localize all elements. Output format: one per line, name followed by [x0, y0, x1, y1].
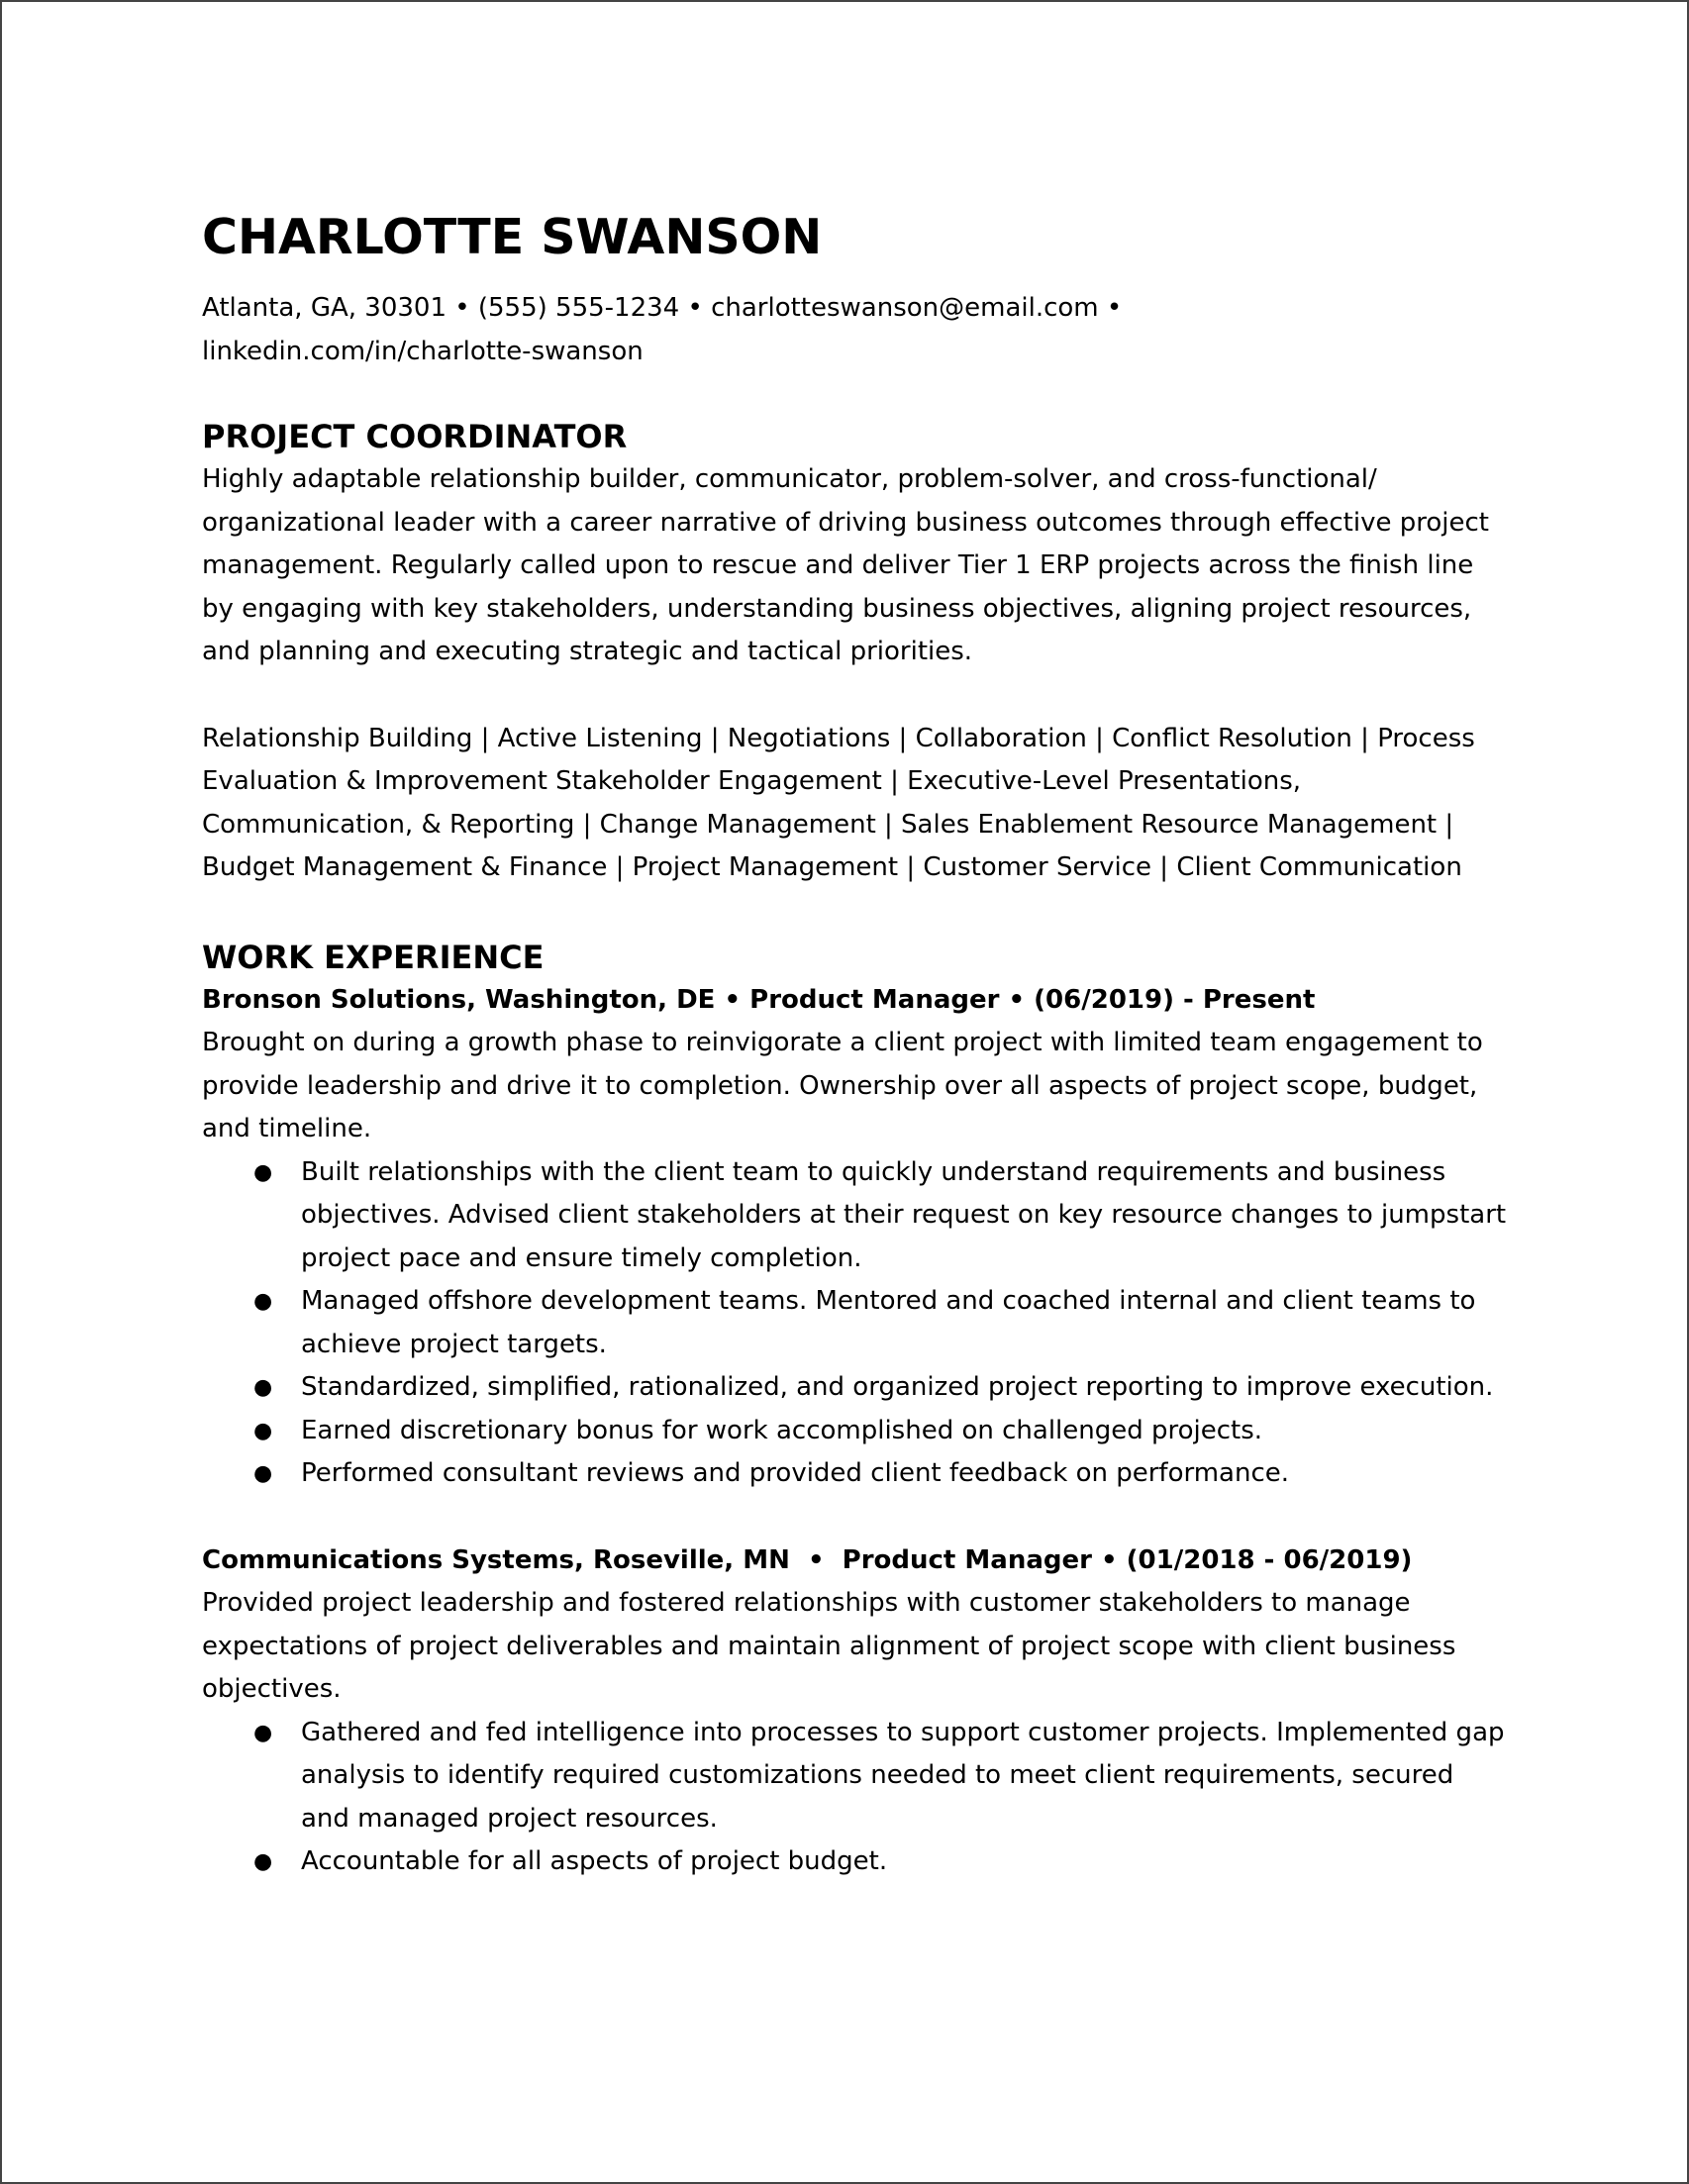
list-item [202, 1840, 1509, 1884]
bullet-icon: ● [253, 1720, 273, 1745]
work-experience-title: WORK EXPERIENCE [202, 938, 545, 976]
resume-content [202, 206, 1509, 1884]
bullet-icon: ● [253, 1289, 273, 1314]
job-entry-2 [202, 1539, 1509, 1884]
bullet-icon: ● [253, 1159, 273, 1185]
bullet-text: Managed offshore development teams. Mentored and coached internal and client teams to achieve project targets. [301, 1286, 1476, 1359]
list-item [202, 1410, 1509, 1453]
list-item [202, 1280, 1509, 1366]
candidate-name: CHARLOTTE SWANSON [202, 209, 823, 265]
bullet-text: Standardized, simplified, rationalized, and organized project reporting to improve execution. [301, 1372, 1494, 1402]
list-item [202, 1452, 1509, 1496]
bullet-text: Earned discretionary bonus for work accomplished on challenged projects. [301, 1415, 1263, 1445]
bullet-text: Accountable for all aspects of project budget. [301, 1846, 888, 1876]
list-item [202, 1366, 1509, 1410]
summary-text: Highly adaptable relationship builder, communicator, problem-solver, and cross-functional/ organizational leader with a career narrative of driving business outcomes through effective project management. Regularly called upon to rescue and deliver Tier 1 ERP projects across the finish line by engaging with key stakeholders, understanding business objectives, aligning project resources, and planning and executing strategic and tactical priorities. [202, 464, 1489, 666]
job-description: Provided project leadership and fostered relationships with customer stakeholders to manage expectations of project deliverables and maintain alignment of project scope with client business objectives. [202, 1588, 1456, 1704]
job-bullet-list [202, 1712, 1509, 1884]
list-item [202, 1712, 1509, 1841]
skills-list: Relationship Building | Active Listening | Negotiations | Collaboration | Conflict Resolution | Process Evaluation & Improvement Stakeholder Engagement | Executive-Level Presentations, Communication, & Reporting | Change Management | Sales Enablement Resource Management | Budget Management & Finance | Project Management | Customer Service | Client Communication [202, 723, 1475, 882]
job-bullet-list [202, 1151, 1509, 1496]
bullet-icon: ● [253, 1418, 273, 1443]
job-description: Brought on during a growth phase to reinvigorate a client project with limited team engagement to provide leadership and drive it to completion. Ownership over all aspects of project scope, budget, and timeline. [202, 1028, 1483, 1143]
job-heading: Communications Systems, Roseville, MN • Product Manager • (01/2018 - 06/2019) [202, 1544, 1413, 1575]
bullet-text: Performed consultant reviews and provided client feedback on performance. [301, 1458, 1290, 1488]
bullet-text: Built relationships with the client team to quickly understand requirements and business objectives. Advised client stakeholders at their request on key resource changes to jumpstart project pace and ensure timely completion. [301, 1156, 1507, 1273]
bullet-text: Gathered and fed intelligence into processes to support customer projects. Implemented gap analysis to identify required customizations needed to meet client requirements, secured and managed project resources. [301, 1717, 1505, 1834]
contact-info: Atlanta, GA, 30301 • (555) 555-1234 • charlotteswanson@email.com • linkedin.com/in/charlotte-swanson [202, 293, 1123, 366]
bullet-icon: ● [253, 1461, 273, 1486]
job-entry-1 [202, 979, 1509, 1496]
summary-title: PROJECT COORDINATOR [202, 418, 628, 455]
bullet-icon: ● [253, 1849, 273, 1874]
job-heading: Bronson Solutions, Washington, DE • Product Manager • (06/2019) - Present [202, 984, 1316, 1015]
list-item [202, 1151, 1509, 1281]
bullet-icon: ● [253, 1375, 273, 1400]
